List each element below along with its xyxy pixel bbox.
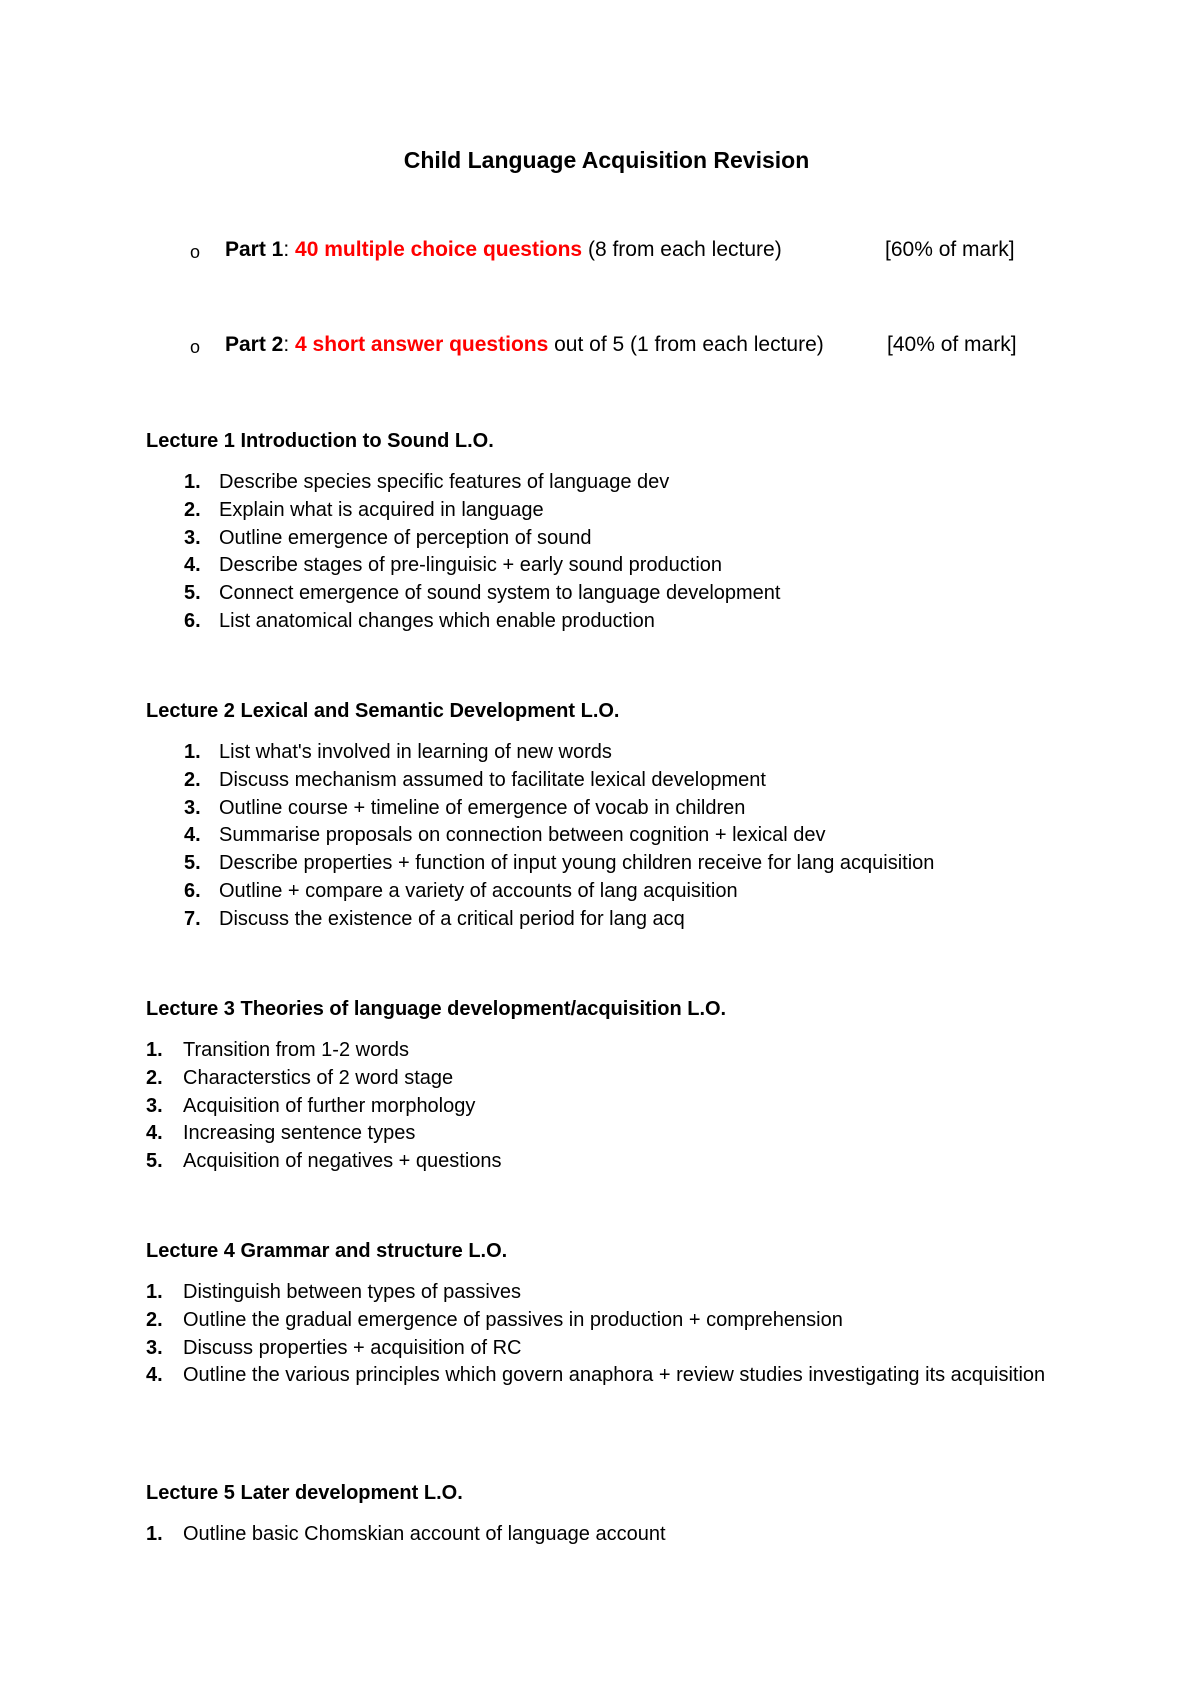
list-item (146, 1335, 1046, 1363)
part-weight: [40% of mark] (887, 333, 1017, 356)
item-number: 6. (184, 879, 201, 902)
part-highlight: 40 multiple choice questions (295, 238, 583, 261)
part-highlight: 4 short answer questions (295, 333, 549, 356)
item-text: Outline + compare a variety of accounts of lang acquisition (219, 879, 738, 902)
item-text: Increasing sentence types (183, 1122, 416, 1145)
lecture-3-section (146, 995, 1046, 1176)
lecture-2-section (146, 697, 1046, 934)
item-text: Summarise proposals on connection between cognition + lexical dev (219, 824, 826, 847)
lecture-heading: Lecture 2 Lexical and Semantic Development L.O. (146, 700, 620, 722)
item-number: 1. (146, 1039, 163, 1061)
list-item (146, 1037, 1046, 1065)
lecture-4-section (146, 1237, 1046, 1418)
item-text: Outline the various principles which govern anaphora + review studies investigating its acquisition (183, 1364, 1046, 1387)
item-number: 6. (184, 609, 201, 632)
part-detail: out of 5 (1 from each lecture) (548, 333, 824, 356)
item-text: Acquisition of negatives + questions (183, 1150, 502, 1173)
list-item (146, 906, 1046, 934)
lecture-heading: Lecture 3 Theories of language development/acquisition L.O. (146, 998, 727, 1020)
item-number: 2. (146, 1308, 163, 1331)
bullet-marker: o (190, 337, 201, 357)
item-text: Discuss mechanism assumed to facilitate lexical development (219, 768, 766, 791)
item-text: Acquisition of further morphology (183, 1094, 476, 1117)
list-item (146, 1362, 1046, 1418)
list-item (146, 1307, 1046, 1335)
list-item (146, 822, 1046, 850)
list-item (146, 1120, 1046, 1148)
item-text: Describe species specific features of language dev (219, 471, 670, 493)
item-number: 3. (146, 1094, 163, 1117)
objective-list (146, 1521, 1046, 1549)
item-number: 2. (184, 498, 201, 521)
item-text: Discuss the existence of a critical period for lang acq (219, 907, 685, 930)
objective-list (146, 1279, 1046, 1418)
item-text: Outline emergence of perception of sound (219, 526, 592, 549)
item-number: 3. (184, 526, 201, 549)
item-number: 1. (146, 1523, 163, 1545)
list-item (146, 608, 1046, 636)
item-number: 3. (184, 796, 201, 819)
item-text: Outline the gradual emergence of passives in production + comprehension (183, 1308, 843, 1331)
list-item (146, 469, 1046, 497)
item-text: Discuss properties + acquisition of RC (183, 1336, 522, 1359)
item-number: 3. (146, 1336, 163, 1359)
lecture-heading: Lecture 1 Introduction to Sound L.O. (146, 430, 494, 452)
list-item (146, 739, 1046, 767)
part-separator: : (283, 238, 296, 261)
list-item (146, 1148, 1046, 1176)
part-label: Part 1 (225, 238, 284, 261)
item-number: 1. (184, 741, 201, 763)
lecture-heading: Lecture 4 Grammar and structure L.O. (146, 1240, 508, 1262)
lecture-heading: Lecture 5 Later development L.O. (146, 1482, 463, 1504)
item-number: 4. (184, 824, 201, 847)
item-text: Characterstics of 2 word stage (183, 1066, 454, 1089)
item-number: 5. (184, 852, 201, 875)
item-number: 7. (184, 907, 201, 930)
list-item (146, 850, 1046, 878)
item-text: Outline basic Chomskian account of language account (183, 1523, 666, 1545)
part-detail: (8 from each lecture) (582, 238, 782, 261)
item-number: 4. (146, 1364, 163, 1387)
item-number: 1. (146, 1281, 163, 1303)
part-label: Part 2 (225, 333, 284, 356)
item-number: 4. (184, 554, 201, 577)
item-number: 2. (146, 1066, 163, 1089)
item-text: List what's involved in learning of new words (219, 741, 612, 763)
objective-list (146, 739, 1046, 934)
objective-list (146, 469, 1046, 636)
list-item (146, 795, 1046, 823)
list-item (146, 580, 1046, 608)
lecture-5-section (146, 1479, 1046, 1549)
item-text: Describe properties + function of input young children receive for lang acquisition (219, 852, 935, 875)
part-weight: [60% of mark] (885, 238, 1015, 261)
list-item (146, 1093, 1046, 1121)
list-item (146, 1521, 1046, 1549)
item-text: Distinguish between types of passives (183, 1281, 521, 1303)
item-text: List anatomical changes which enable production (219, 609, 655, 632)
item-number: 5. (146, 1150, 163, 1173)
list-item (146, 552, 1046, 580)
lecture-1-section (146, 427, 1046, 636)
part-description (225, 331, 824, 359)
item-text: Outline course + timeline of emergence of vocab in children (219, 796, 746, 819)
item-number: 4. (146, 1122, 163, 1145)
objective-list (146, 1037, 1046, 1176)
part-description (225, 236, 782, 264)
list-item (146, 1065, 1046, 1093)
list-item (146, 767, 1046, 795)
item-number: 2. (184, 768, 201, 791)
item-text: Describe stages of pre-linguisic + early sound production (219, 554, 723, 577)
part-separator: : (283, 333, 296, 356)
list-item (146, 497, 1046, 525)
page-title: Child Language Acquisition Revision (403, 147, 810, 173)
list-item (146, 525, 1046, 553)
list-item (146, 1279, 1046, 1307)
item-text: Explain what is acquired in language (219, 498, 544, 521)
item-text: Connect emergence of sound system to language development (219, 582, 781, 605)
list-item (146, 878, 1046, 906)
item-number: 5. (184, 582, 201, 605)
item-number: 1. (184, 471, 201, 493)
bullet-marker: o (190, 242, 201, 262)
item-text: Transition from 1-2 words (183, 1039, 409, 1061)
